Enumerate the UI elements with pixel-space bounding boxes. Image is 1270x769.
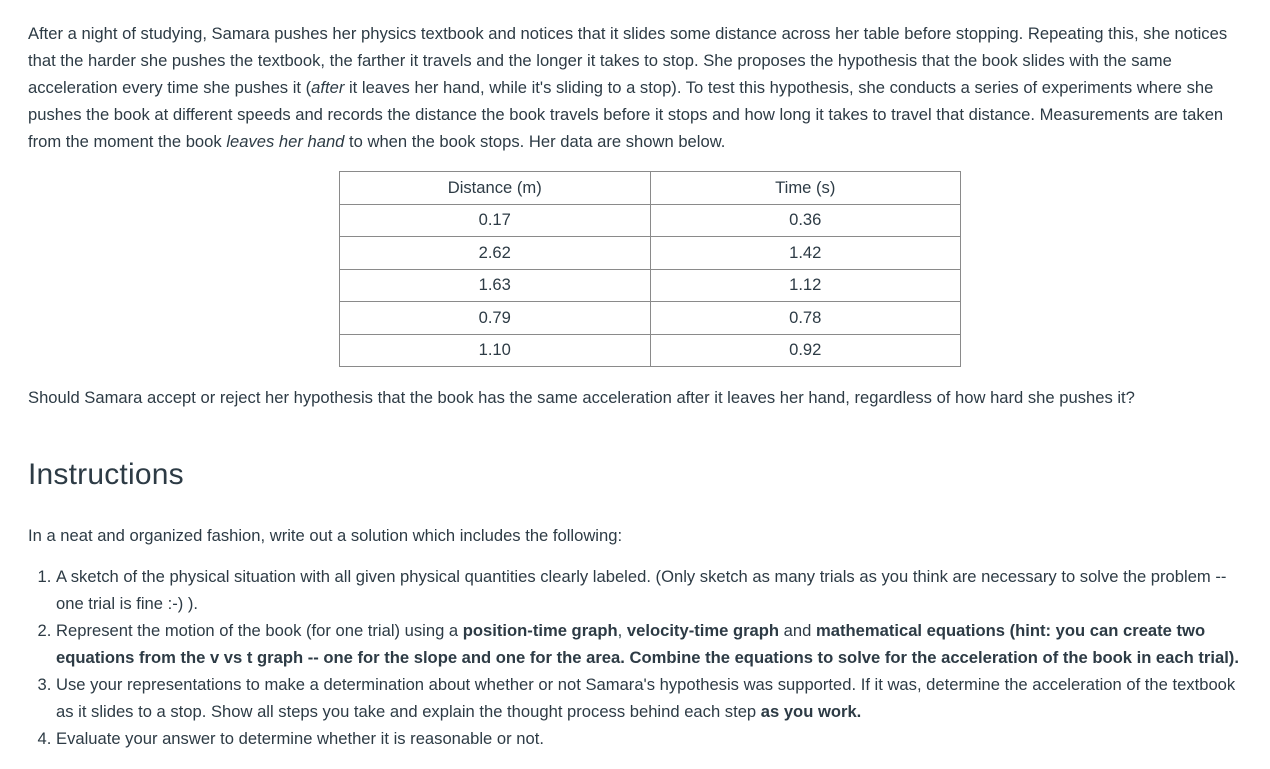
time-cell: 1.12 [650,269,961,302]
distance-cell: 2.62 [340,237,651,270]
table-row [340,204,961,237]
instructions-lead: In a neat and organized fashion, write out a solution which includes the following: [28,526,623,545]
list-item [56,671,1250,725]
list-item [56,563,1250,617]
distance-cell: 0.17 [340,204,651,237]
item-2-text-d: and [779,621,816,640]
intro-paragraph [28,20,1250,155]
distance-cell: 1.10 [340,334,651,367]
intro-text-2: it leaves her hand, while it's sliding to a stop). To test this hypothesis, she conducts a series of experiments where she pushes the book at different speeds and records the distance the book travels before it stops and how long it takes to travel that distance. Measurements are taken from the moment the book [28,78,1224,151]
item-1-text: A sketch of the physical situation with all given physical quantities clearly labeled. (Only sketch as many trials as you think are necessary to solve the problem -- one trial is fine :-) ). [56,567,1227,613]
item-4-text: Evaluate your answer to determine whether it is reasonable or not. [56,729,544,748]
intro-emphasis-leaves-hand: leaves her hand [226,132,345,151]
data-table [339,171,961,367]
item-2-text-c: , [617,621,627,640]
intro-text-3: to when the book stops. Her data are shown below. [344,132,726,151]
distance-cell: 0.79 [340,302,651,335]
item-2-text-a: Represent the motion of the book (for one trial) using a [56,621,463,640]
instructions-heading: Instructions [28,458,184,491]
table-row [340,334,961,367]
time-cell: 0.78 [650,302,961,335]
item-2-bold-equations: mathematical equations (hint: you can create two equations from the v vs t graph -- one for the slope and one for the area. Combine the equations to solve for the acceleration of the book in each trial). [56,621,1239,667]
question-text: Should Samara accept or reject her hypothesis that the book has the same acceleration after it leaves her hand, regardless of how hard she pushes it? [28,388,1135,407]
column-header-distance: Distance (m) [340,172,651,205]
list-item [56,725,1250,752]
item-2-bold-position-time: position-time graph [462,621,618,640]
time-cell: 1.42 [650,237,961,270]
instructions-list [28,563,1250,752]
item-2-bold-velocity-time: velocity-time graph [626,621,780,640]
distance-cell: 1.63 [340,269,651,302]
table-row [340,302,961,335]
intro-text-1: After a night of studying, Samara pushes her physics textbook and notices that it slides some distance across her table before stopping. Repeating this, she notices that the harder she pushes the textbook, the farther it travels and the longer it takes to stop. She proposes the hypothesis that the book slides with the same acceleration every time she pushes it ( [28,24,1228,97]
assignment-content [28,20,1250,752]
table-row [340,237,961,270]
column-header-time: Time (s) [650,172,961,205]
time-cell: 0.92 [650,334,961,367]
time-cell: 0.36 [650,204,961,237]
table-row [340,269,961,302]
item-3-bold-as-you-work: as you work. [760,702,862,721]
intro-emphasis-after: after [311,78,345,97]
item-3-text: Use your representations to make a determination about whether or not Samara's hypothesis was supported. If it was, determine the acceleration of the textbook as it slides to a stop. Show all steps you take and explain the thought process behind each step [56,675,1236,721]
table-header-row [340,172,961,205]
list-item [56,617,1250,671]
